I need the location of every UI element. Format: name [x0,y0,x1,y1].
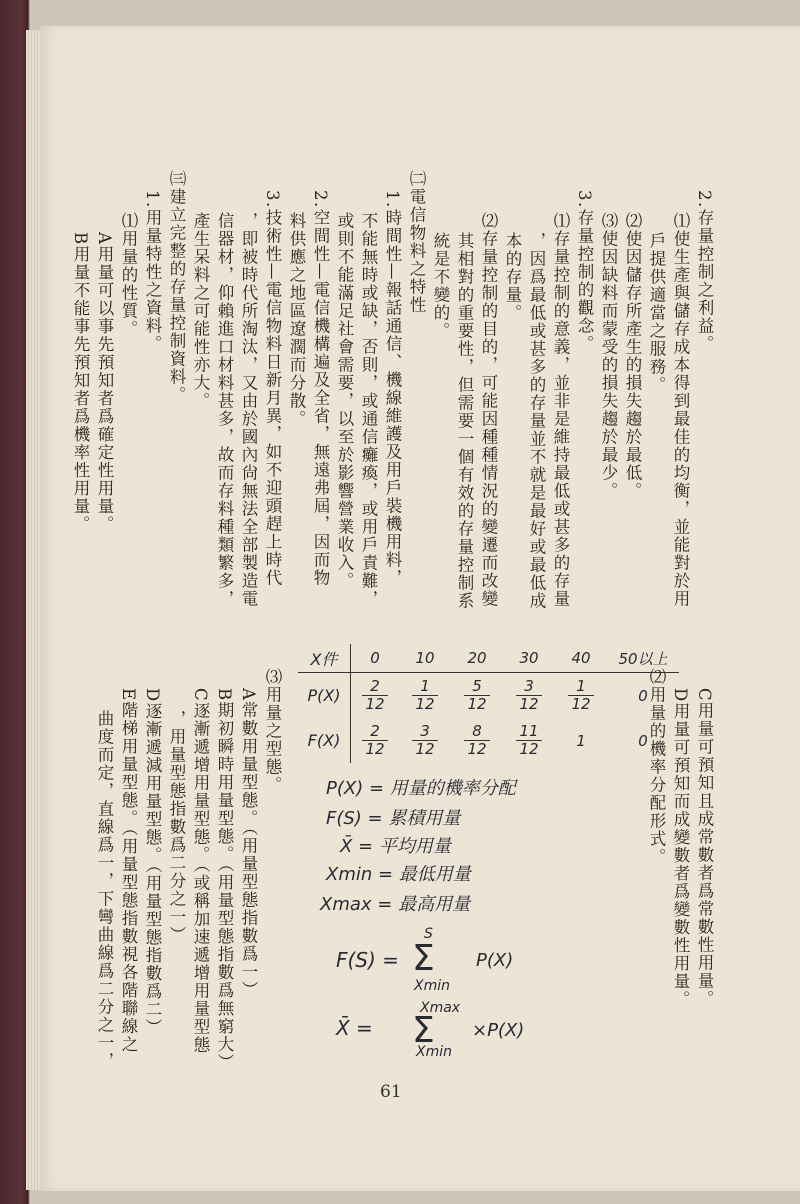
table-header-cell: X件 [298,644,351,673]
text-column: 3.技術性—電信物料日新月異，如不迎頭趕上時代 [263,190,282,587]
text-column: ⑵存量控制的目的，可能因種種情況的變遷而改變 [479,212,498,608]
table-cell: $\frac{2}{12}$ [351,718,400,763]
text-column: E階梯用量型態。（用量型態指數視各階聯線之 [119,688,138,1054]
sigma-symbol: Σ [412,1010,435,1051]
text-column: D逐漸遞減用量型態。（用量型態指數爲二） [143,688,162,1037]
text-column: ⑵使因儲存所產生的損失趨於最低。 [623,212,642,500]
sum-upper-limit: S [424,926,433,942]
text-column: ⑴用量的性質。 [119,212,138,338]
text-column: ，用量型態指數爲二分之一） [167,710,186,944]
text-column: 統是不變的。 [431,232,450,340]
formula-mean [336,1000,556,1070]
text-column: A用量可以事先預知者爲確定性用量。 [95,232,114,534]
text-column: ⑶用量之型態。 [263,668,282,794]
sum-lower-limit: Xmin [416,1044,452,1060]
text-column: 1.用量特性之資料。 [143,190,162,353]
text-column: 其相對的重要性，但需要一個有效的存量控制系 [455,232,474,610]
definition-line: Xmin = 最低用量 [326,864,471,885]
text-column: 或則不能滿足社會需要，以至於影響營業收入。 [335,212,354,590]
text-column: B期初瞬時用量型態。（用量型態指數爲無窮大） [215,688,234,1072]
text-column: D用量可預知而成變數者爲變數性用量。 [671,688,690,1009]
text-column: 不能無時或缺，否則，或通信癱瘓，或用戶責難， [359,212,378,608]
text-column: ，因爲最低或甚多的存量並不就是最好或最低成 [527,232,546,610]
sum-lower-limit: Xmin [414,978,450,994]
text-column: 2.存量控制之利益。 [695,190,714,353]
text-column: 本的存量。 [503,232,522,322]
text-column: ⑵用量的機率分配形式。 [647,668,666,866]
text-column: 產生呆料之可能性亦大。 [191,212,210,410]
text-column: B用量不能事先預知者爲機率性用量。 [71,232,90,534]
text-column: ㈡電信物料之特性 [407,170,426,314]
definition-line: X̄ = 平均用量 [340,836,451,857]
table-column-header: 50以上 [607,644,679,673]
text-column: 戶提供適當之服務。 [647,232,666,394]
table-column-header: 40 [555,644,607,673]
table-cell: $\frac{11}{12}$ [503,718,555,763]
definition-line: F(S) = 累積用量 [326,808,461,829]
formula-lhs: F(S) = [336,948,399,972]
text-column: ㈢建立完整的存量控制資料。 [167,170,186,404]
table-cell: $\frac{1}{12}$ [555,673,607,719]
table-cell: $\frac{2}{12}$ [351,673,400,719]
table-row-label: P(X) [298,673,351,719]
text-column: ⑴存量控制的意義，並非是維持最低或甚多的存量 [551,212,570,608]
text-column: A常數用量型態。（用量型態指數爲一） [239,688,258,1000]
table-column-header: 20 [451,644,503,673]
text-column: 1.時間性—報話通信、機線維護及用戶裝機用料， [383,190,402,587]
formula-term: ×P(X) [472,1020,525,1041]
table-cell: $\frac{3}{12}$ [399,718,451,763]
table-cell: $\frac{3}{12}$ [503,673,555,719]
text-column: C用量可預知且成常數者爲常數性用量。 [695,688,714,1009]
text-column: 曲度而定，直線爲一，下彎曲線爲二分之一， [95,710,114,1070]
formula-term: P(X) [476,950,514,971]
table-cell: 1 [576,731,586,750]
text-column: 信器材，仰賴進口材料甚多，故而存料種類繁多， [215,212,234,608]
sigma-symbol: Σ [412,938,435,979]
table-column-header: 0 [351,644,400,673]
table-column-header: 10 [399,644,451,673]
table-cell: $\frac{8}{12}$ [451,718,503,763]
probability-table [298,644,679,763]
text-column: 3.存量控制的觀念。 [575,190,594,353]
table-row-label: F(X) [298,718,351,763]
definition-line: Xmax = 最高用量 [320,894,471,915]
text-column: ⑶使因缺料而蒙受的損失趨於最少。 [599,212,618,500]
page-number: 61 [380,1082,402,1102]
text-column: ⑴使生產與儲存成本得到最佳的均衡，並能對於用 [671,212,690,608]
text-column: 料供應之地區遼濶而分散。 [287,212,306,428]
text-column: 2.空間性—電信機構遍及全省，無遠弗屆，因而物 [311,190,330,587]
sum-upper-limit: Xmax [420,1000,461,1016]
table-cell: $\frac{5}{12}$ [451,673,503,719]
table-cell: 0 [638,731,648,750]
table-cell: 0 [638,686,648,705]
table-cell: $\frac{1}{12}$ [399,673,451,719]
text-column: ，即被時代所淘汰，又由於國內尙無法全部製造電 [239,212,258,608]
text-column: C逐漸遞增用量型態。（或稱加速遞增用量型態 [191,688,210,1054]
formula-lhs: X̄ = [336,1016,373,1040]
table-column-header: 30 [503,644,555,673]
definition-line: P(X) = 用量的機率分配 [326,778,516,799]
formula-cumulative [336,926,556,996]
